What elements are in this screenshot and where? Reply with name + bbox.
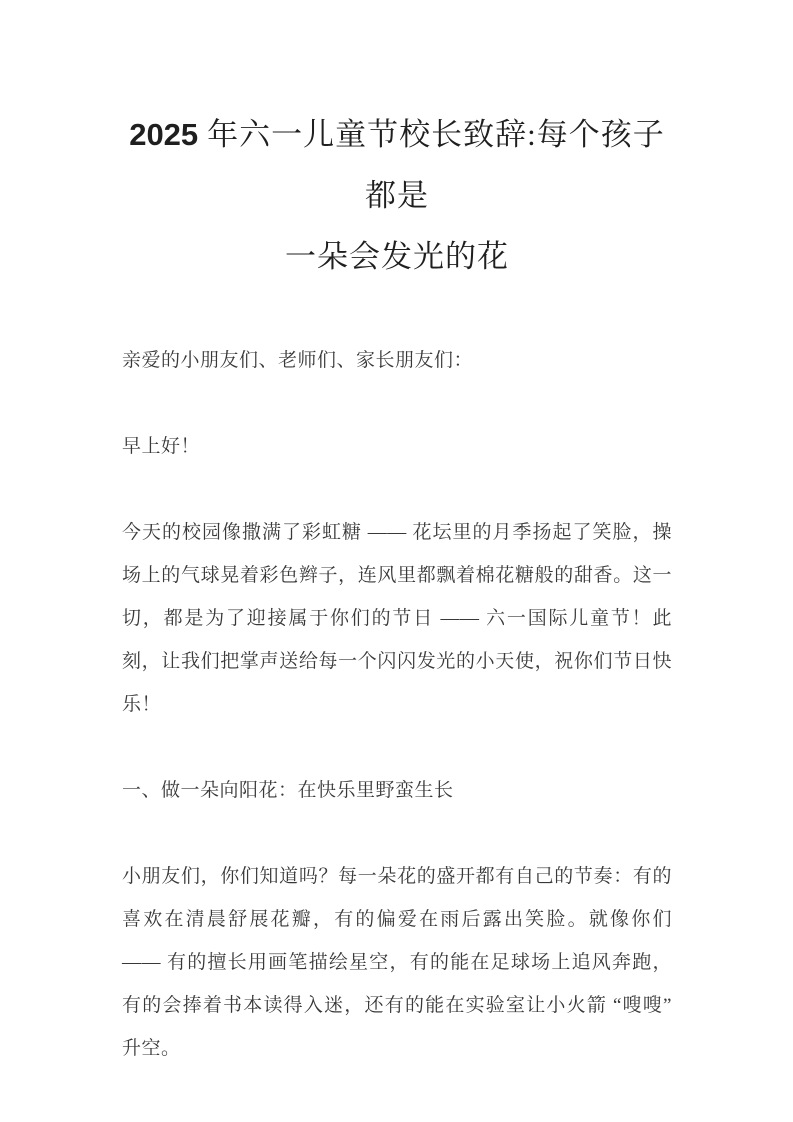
title-year-number: 2025: [129, 117, 199, 152]
document-title-line2: 一朵会发光的花: [285, 239, 509, 274]
salutation-paragraph: 亲爱的小朋友们、老师们、家长朋友们：: [122, 350, 474, 371]
opening-paragraph: 今天的校园像撒满了彩虹糖 —— 花坛里的月季扬起了笑脸，操场上的气球晃着彩色辫子，连风里都飘着棉花糖般的甜香。这一切，都是为了迎接属于你们的节日 —— 六一国际儿童节！此刻，让我们把掌声送给每一个闪闪发光的小天使，祝你们节日快乐！: [122, 522, 672, 715]
title-line1-text: 年六一儿童节校长致辞:每个孩子都是: [207, 117, 665, 213]
section-heading: 一、做一朵向阳花：在快乐里野蛮生长: [122, 780, 454, 801]
document-title-line1: [122, 104, 672, 226]
section-body-paragraph: 小朋友们，你们知道吗？每一朵花的盛开都有自己的节奏：有的喜欢在清晨舒展花瓣，有的偏爱在雨后露出笑脸。就像你们 —— 有的擅长用画笔描绘星空，有的能在足球场上追风奔跑，有的会捧着书本读得入迷，还有的能在实验室让小火箭 “嗖嗖” 升空。: [122, 866, 672, 1059]
document-title: [122, 104, 672, 287]
greeting-paragraph: 早上好！: [122, 436, 201, 457]
